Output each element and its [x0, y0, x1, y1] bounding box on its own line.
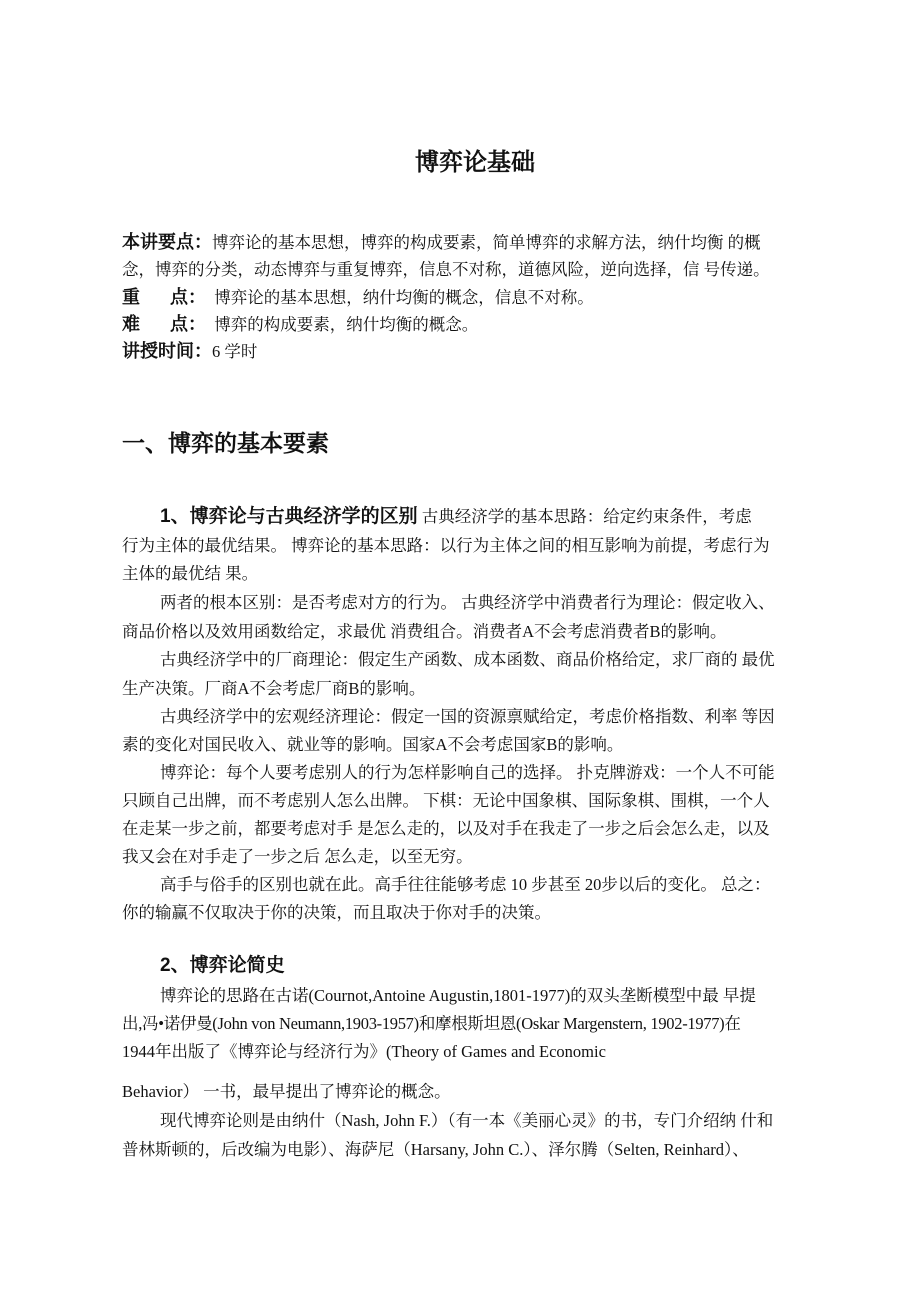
paragraph-line: 古典经济学的基本思路：给定约束条件，考虑 — [421, 507, 752, 526]
paragraph-line: 两者的根本区别：是否考虑对方的行为。 古典经济学中消费者行为理论：假定收入、 — [160, 593, 775, 612]
time-label: 讲授时间： — [122, 341, 212, 361]
key-points-text: 博弈论的基本思想，博弈的构成要素，简单博弈的求解方法，纳什均衡 的概 — [212, 233, 761, 252]
difficulty-label: 难 点： — [122, 314, 207, 334]
paragraph-line: 出,冯•诺伊曼(John von Neumann,1903-1957)和摩根斯坦恩(Oskar Margenstern, 1902-1977)在 — [122, 1014, 741, 1033]
key-points-text-cont: 念，博弈的分类，动态博弈与重复博弈，信息不对称，道德风险，逆向选择，信 号传递。 — [122, 260, 770, 279]
paragraph-line: 只顾自己出牌，而不考虑别人怎么出牌。 下棋：无论中国象棋、国际象棋、围棋，一个人 — [122, 791, 770, 810]
paragraph-line: 主体的最优结 果。 — [122, 564, 259, 583]
section-heading: 一、博弈的基本要素 — [122, 430, 329, 456]
subsection-heading: 2、博弈论简史 — [160, 955, 285, 976]
paragraph-line: 1944年出版了《博弈论与经济行为》(Theory of Games and Economic — [122, 1042, 606, 1061]
document-title: 博弈论基础 — [415, 149, 535, 176]
paragraph-line: 普林斯顿的，后改编为电影）、海萨尼（Harsany, John C.）、泽尔腾（Selten, Reinhard）、 — [122, 1140, 749, 1159]
paragraph-line: 博弈论：每个人要考虑别人的行为怎样影响自己的选择。 扑克牌游戏：一个人不可能 — [160, 763, 775, 782]
paragraph-line: 素的变化对国民收入、就业等的影响。国家A不会考虑国家B的影响。 — [122, 735, 624, 754]
paragraph-line: 现代博弈论则是由纳什（Nash, John F.）（有一本《美丽心灵》的书，专门介绍纳 什和 — [160, 1111, 774, 1130]
subsection-1-first-line — [160, 506, 752, 528]
time-text: 6 学时 — [212, 342, 258, 361]
focus — [122, 286, 594, 309]
paragraph-line: 生产决策。厂商A不会考虑厂商B的影响。 — [122, 679, 426, 698]
paragraph-line: 在走某一步之前，都要考虑对手 是怎么走的，以及对手在我走了一步之后会怎么走，以及 — [122, 819, 770, 838]
teaching-time — [122, 340, 257, 363]
paragraph-line: 古典经济学中的厂商理论：假定生产函数、成本函数、商品价格给定，求厂商的 最优 — [160, 650, 775, 669]
key-points-label: 本讲要点： — [122, 232, 212, 252]
paragraph-line: 高手与俗手的区别也就在此。高手往往能够考虑 10 步甚至 20步以后的变化。 总之： — [160, 875, 771, 894]
paragraph-line: 博弈论的思路在古诺(Cournot,Antoine Augustin,1801-1977)的双头垄断模型中最 早提 — [160, 986, 756, 1005]
paragraph-line: Behavior） 一书，最早提出了博弈论的概念。 — [122, 1082, 451, 1101]
focus-text: 博弈论的基本思想，纳什均衡的概念，信息不对称。 — [214, 288, 594, 307]
focus-label: 重 点： — [122, 287, 207, 307]
paragraph-line: 行为主体的最优结果。 博弈论的基本思路：以行为主体之间的相互影响为前提，考虑行为 — [122, 536, 770, 555]
difficulty-text: 博弈的构成要素，纳什均衡的概念。 — [214, 315, 479, 334]
subsection-heading: 1、博弈论与古典经济学的区别 — [160, 506, 418, 527]
key-points — [122, 231, 761, 254]
paragraph-line: 我又会在对手走了一步之后 怎么走，以至无穷。 — [122, 847, 473, 866]
paragraph-line: 古典经济学中的宏观经济理论：假定一国的资源禀赋给定，考虑价格指数、利率 等因 — [160, 707, 775, 726]
difficulty — [122, 313, 478, 336]
paragraph-line: 商品价格以及效用函数给定，求最优 消费组合。消费者A不会考虑消费者B的影响。 — [122, 622, 727, 641]
paragraph-line: 你的输赢不仅取决于你的决策，而且取决于你对手的决策。 — [122, 903, 551, 922]
